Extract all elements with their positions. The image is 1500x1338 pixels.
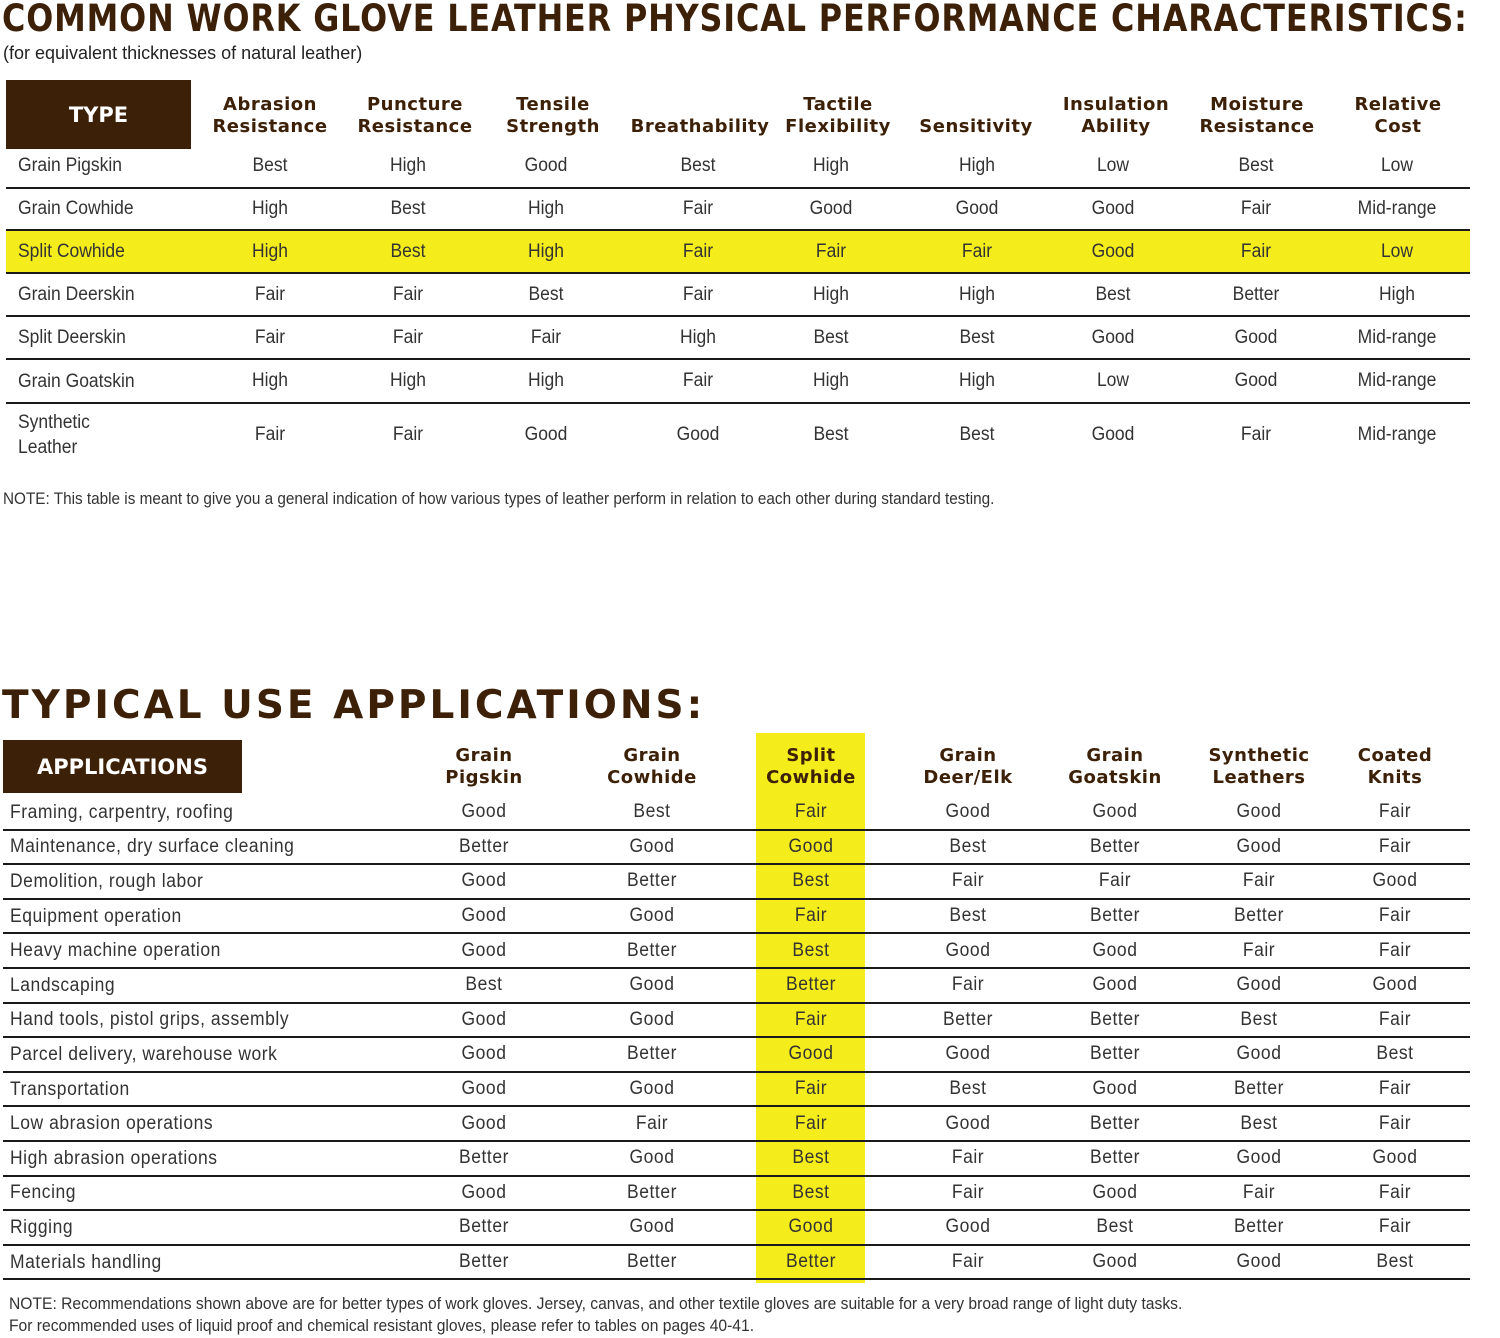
table1-cell: Good: [676, 424, 720, 445]
table1-row-type: Grain Deerskin: [18, 284, 135, 305]
table2-cell: Fair: [951, 1251, 985, 1273]
table1-cell: Mid-range: [1357, 326, 1437, 348]
table1-cell: Good: [524, 424, 568, 445]
table1-cell: High: [252, 240, 288, 262]
table1-cell: Good: [1234, 370, 1278, 391]
table2-cell: Fair: [1098, 870, 1132, 892]
table2-cell: Fair: [1378, 1181, 1412, 1203]
table1-row: [6, 404, 1470, 466]
table1-cell: Fair: [392, 326, 424, 348]
table2-cell: Best: [1096, 1216, 1134, 1238]
table1-cell: High: [959, 154, 995, 176]
table1-header-abrasion-resistance: Abrasion Resistance: [212, 94, 328, 137]
table1-row: [6, 188, 1470, 231]
table2-row-application: Framing, carpentry, roofing: [10, 801, 234, 823]
table2-cell: Best: [1376, 1251, 1414, 1273]
table2-row-application: Maintenance, dry surface cleaning: [10, 836, 295, 858]
table1-cell: Best: [390, 197, 426, 219]
page-title: COMMON WORK GLOVE LEATHER PHYSICAL PERFORMANCE CHARACTERISTICS:: [2, 0, 1468, 40]
table2-cell: Good: [461, 1112, 507, 1134]
table1-cell: Good: [1234, 326, 1278, 348]
table1-cell: Fair: [682, 283, 714, 305]
table1-row-type: Grain Cowhide: [18, 198, 134, 219]
table2-cell: Best: [1240, 1008, 1278, 1030]
table1-row-type: Grain Goatskin: [18, 370, 135, 392]
table1-cell: Fair: [815, 240, 847, 262]
table2-row: [3, 934, 1470, 969]
table2-cell: Best: [792, 1181, 830, 1203]
table1-cell: Fair: [392, 424, 424, 445]
table1-cell: Best: [528, 283, 564, 305]
table2-cell: Better: [1234, 905, 1284, 927]
section-title-applications: TYPICAL USE APPLICATIONS:: [2, 683, 706, 728]
table1-cell: Mid-range: [1357, 370, 1437, 391]
table2-header-grain-goatskin: Grain Goatskin: [1068, 745, 1162, 788]
table2-note: [9, 1293, 1182, 1337]
table2-row-application: Hand tools, pistol grips, assembly: [10, 1009, 290, 1031]
table2-cell: Fair: [951, 870, 985, 892]
table2-row-application: Landscaping: [10, 974, 116, 996]
table2-cell: Good: [788, 1216, 834, 1238]
table1-cell: Fair: [530, 326, 562, 348]
table2-cell: Fair: [1378, 939, 1412, 961]
table2-cell: Good: [461, 801, 507, 823]
table1-cell: Low: [1380, 154, 1414, 176]
table1-cell: Fair: [254, 424, 286, 445]
table2-cell: Fair: [1378, 1112, 1412, 1134]
table2-row-application: Demolition, rough labor: [10, 870, 204, 892]
table2-cell: Good: [1236, 1251, 1282, 1273]
table1-row-type: Split Deerskin: [18, 327, 126, 348]
table1-header-tensile-strength: Tensile Strength: [506, 94, 600, 137]
applications-header-box: APPLICATIONS: [3, 740, 242, 793]
table1-cell: Good: [809, 197, 853, 219]
table1-row: [6, 360, 1470, 404]
table1-cell: High: [813, 370, 849, 391]
table1-cell: High: [959, 370, 995, 391]
table2-cell: Better: [627, 870, 677, 892]
table2-row-application: Heavy machine operation: [10, 940, 221, 962]
table2-cell: Better: [1090, 905, 1140, 927]
table2-cell: Better: [627, 939, 677, 961]
table2-cell: Good: [461, 1043, 507, 1065]
table2-cell: Fair: [1242, 870, 1276, 892]
table1-row-type: Synthetic Leather: [18, 412, 90, 458]
table2-cell: Better: [1090, 1008, 1140, 1030]
table2-cell: Good: [629, 1008, 675, 1030]
table1-cell: Good: [1091, 326, 1135, 348]
table2-cell: Fair: [794, 905, 828, 927]
table2-cell: Fair: [1378, 1078, 1412, 1100]
table2-row-application: Materials handling: [10, 1251, 162, 1273]
table2-cell: Best: [465, 974, 503, 996]
table2-row: [3, 1246, 1470, 1281]
table2-cell: Good: [1236, 1043, 1282, 1065]
table1-cell: Good: [1091, 197, 1135, 219]
table1-row: [6, 317, 1470, 360]
type-header-box: TYPE: [6, 80, 191, 149]
table2-cell: Good: [629, 1147, 675, 1169]
table1-cell: High: [528, 370, 564, 391]
table2-cell: Good: [629, 974, 675, 996]
table2-row: [3, 796, 1470, 831]
table1-cell: Low: [1096, 370, 1130, 391]
table2-cell: Fair: [951, 974, 985, 996]
table2-row-application: Equipment operation: [10, 905, 182, 927]
table1-cell: Fair: [682, 197, 714, 219]
table1-cell: Good: [524, 154, 568, 176]
table2-cell: Fair: [1378, 801, 1412, 823]
table1-cell: High: [813, 154, 849, 176]
table2-cell: Good: [1092, 1251, 1138, 1273]
table2-cell: Good: [1092, 1078, 1138, 1100]
table2-cell: Good: [629, 1078, 675, 1100]
table1-header-insulation-ability: Insulation Ability: [1062, 94, 1170, 137]
table1-cell: Low: [1380, 240, 1414, 262]
table2-cell: Good: [629, 905, 675, 927]
table1-header-breathability: Breathability: [630, 116, 770, 137]
table1-header-relative-cost: Relative Cost: [1354, 94, 1442, 137]
table1-cell: Good: [955, 197, 999, 219]
table2-note-line1: NOTE: Recommendations shown above are for better types of work gloves. Jersey, canvas, and other textile gloves are suitable for a very broad range of light duty tasks.: [9, 1294, 1183, 1313]
table2-row: [3, 831, 1470, 866]
table2-cell: Fair: [1242, 939, 1276, 961]
table2-cell: Good: [1236, 974, 1282, 996]
table2-cell: Fair: [1378, 1008, 1412, 1030]
table1-cell: High: [252, 370, 288, 391]
table2-note-line2: For recommended uses of liquid proof and chemical resistant gloves, please refer to tables on pages 40-41.: [9, 1316, 755, 1335]
table2-cell: Good: [1092, 1181, 1138, 1203]
table2-cell: Better: [627, 1043, 677, 1065]
table2-cell: Fair: [1378, 835, 1412, 857]
table2-cell: Good: [1236, 1147, 1282, 1169]
table1-row-type: Grain Pigskin: [18, 155, 122, 176]
table2-cell: Better: [943, 1008, 993, 1030]
table1-cell: High: [390, 154, 426, 176]
table2-row-application: Parcel delivery, warehouse work: [10, 1043, 278, 1065]
table1-cell: Best: [252, 154, 288, 176]
table2-cell: Good: [461, 1008, 507, 1030]
table1-cell: High: [813, 283, 849, 305]
table2-cell: Good: [1372, 1147, 1418, 1169]
table1-cell: Low: [1096, 154, 1130, 176]
table2-cell: Best: [949, 1078, 987, 1100]
table2-cell: Good: [1236, 835, 1282, 857]
table2-cell: Better: [1234, 1216, 1284, 1238]
table2-cell: Better: [1090, 835, 1140, 857]
table1-cell: Best: [1095, 283, 1131, 305]
table2-cell: Fair: [951, 1147, 985, 1169]
table1-cell: High: [680, 326, 716, 348]
table1-cell: High: [959, 283, 995, 305]
table2-cell: Fair: [1242, 1181, 1276, 1203]
table1-note: NOTE: This table is meant to give you a general indication of how various types of leather perform in relation to each other during standard testing.: [3, 489, 995, 508]
table1-cell: Mid-range: [1357, 197, 1437, 219]
table1-header-sensitivity: Sensitivity: [919, 116, 1033, 137]
table2-cell: Good: [461, 939, 507, 961]
table2-cell: Best: [792, 870, 830, 892]
table1-header-moisture-resistance: Moisture Resistance: [1199, 94, 1315, 137]
table2-row: [3, 1038, 1470, 1073]
table1-cell: Good: [1091, 424, 1135, 445]
table2-cell: Best: [792, 939, 830, 961]
table2-cell: Fair: [794, 1008, 828, 1030]
table1-cell: Fair: [682, 240, 714, 262]
table1-row: [6, 144, 1470, 189]
table2-cell: Good: [945, 1043, 991, 1065]
table2-cell: Better: [1090, 1147, 1140, 1169]
table1-cell: High: [1379, 283, 1415, 305]
table2-header-grain-deer-elk: Grain Deer/Elk: [923, 745, 1013, 788]
table2-cell: Good: [1092, 939, 1138, 961]
table2-cell: Better: [459, 1216, 509, 1238]
table1-header-puncture-resistance: Puncture Resistance: [357, 94, 473, 137]
table2-cell: Good: [945, 1216, 991, 1238]
table1-cell: High: [528, 197, 564, 219]
table2-cell: Best: [949, 905, 987, 927]
table2-row: [3, 1073, 1470, 1108]
table2-cell: Better: [1234, 1078, 1284, 1100]
table2-cell: Better: [459, 1251, 509, 1273]
table1-cell: Best: [959, 326, 995, 348]
table1-row: [6, 274, 1470, 317]
table2-row-application: High abrasion operations: [10, 1147, 218, 1169]
table2-cell: Good: [461, 1181, 507, 1203]
table1-cell: Best: [680, 154, 716, 176]
table2-cell: Good: [629, 1216, 675, 1238]
table2-cell: Fair: [1378, 905, 1412, 927]
table2-row-application: Low abrasion operations: [10, 1113, 214, 1135]
table2-cell: Best: [1376, 1043, 1414, 1065]
subtitle: (for equivalent thicknesses of natural leather): [3, 43, 363, 63]
table2-cell: Good: [788, 835, 834, 857]
table2-cell: Good: [1372, 974, 1418, 996]
table2-row: [3, 1211, 1470, 1246]
table2-cell: Best: [792, 1147, 830, 1169]
table2-cell: Fair: [1378, 1216, 1412, 1238]
table2-cell: Good: [461, 905, 507, 927]
table2-cell: Better: [627, 1181, 677, 1203]
table1-cell: Best: [1238, 154, 1274, 176]
table2-cell: Better: [786, 1251, 836, 1273]
table2-cell: Good: [461, 1078, 507, 1100]
table2-cell: Good: [629, 835, 675, 857]
table2-header-split-cowhide: Split Cowhide: [766, 745, 856, 788]
table1-cell: Fair: [961, 240, 993, 262]
table1-cell: Good: [1091, 240, 1135, 262]
table2-cell: Good: [461, 870, 507, 892]
table1-cell: Fair: [1240, 197, 1272, 219]
table2-cell: Good: [945, 801, 991, 823]
table2-cell: Good: [1372, 870, 1418, 892]
table1-cell: Best: [813, 424, 849, 445]
table2-cell: Better: [627, 1251, 677, 1273]
table2-cell: Good: [788, 1043, 834, 1065]
table2-row: [3, 969, 1470, 1004]
table2-cell: Best: [949, 835, 987, 857]
table2-cell: Good: [1236, 801, 1282, 823]
table2-cell: Better: [1090, 1043, 1140, 1065]
table2-cell: Fair: [794, 1112, 828, 1134]
table2-row-application: Transportation: [10, 1078, 130, 1100]
table2-header-grain-pigskin: Grain Pigskin: [445, 745, 523, 788]
table2-cell: Better: [459, 835, 509, 857]
table2-header-coated-knits: Coated Knits: [1357, 745, 1433, 788]
table1-header-tactile-flexibility: Tactile Flexibility: [785, 94, 891, 137]
table1-cell: Mid-range: [1357, 424, 1437, 445]
table2-cell: Better: [459, 1147, 509, 1169]
table1-row: [6, 231, 1470, 274]
table1-cell: Best: [390, 240, 426, 262]
table2-row-application: Fencing: [10, 1182, 77, 1204]
table2-row: [3, 865, 1470, 900]
table1-cell: High: [528, 240, 564, 262]
table1-cell: High: [252, 197, 288, 219]
table2-row: [3, 900, 1470, 935]
table1-cell: Best: [959, 424, 995, 445]
table1-cell: Best: [813, 326, 849, 348]
table1-cell: High: [390, 370, 426, 391]
table2-row: [3, 1107, 1470, 1142]
table2-cell: Fair: [951, 1181, 985, 1203]
table2-header-grain-cowhide: Grain Cowhide: [607, 745, 697, 788]
table2-row: [3, 1177, 1470, 1212]
table2-row-application: Rigging: [10, 1216, 74, 1238]
table2-row: [3, 1142, 1470, 1177]
table2-header-synthetic-leathers: Synthetic Leathers: [1208, 745, 1310, 788]
table2-cell: Best: [633, 801, 671, 823]
table1-row-type: Split Cowhide: [18, 241, 125, 262]
table2-cell: Fair: [635, 1112, 669, 1134]
table1-cell: Fair: [1240, 240, 1272, 262]
table2-cell: Fair: [794, 801, 828, 823]
table2-cell: Better: [786, 974, 836, 996]
table2-cell: Good: [945, 1112, 991, 1134]
table1-cell: Fair: [392, 283, 424, 305]
table2-cell: Good: [1092, 801, 1138, 823]
table2-cell: Better: [1090, 1112, 1140, 1134]
table2-cell: Good: [1092, 974, 1138, 996]
table2-row: [3, 1004, 1470, 1039]
table2-cell: Best: [1240, 1112, 1278, 1134]
table2-cell: Good: [945, 939, 991, 961]
table1-cell: Better: [1232, 283, 1280, 305]
table1-cell: Fair: [254, 326, 286, 348]
table1-cell: Fair: [682, 370, 714, 391]
table1-cell: Fair: [254, 283, 286, 305]
table1-cell: Fair: [1240, 424, 1272, 445]
table2-cell: Fair: [794, 1078, 828, 1100]
